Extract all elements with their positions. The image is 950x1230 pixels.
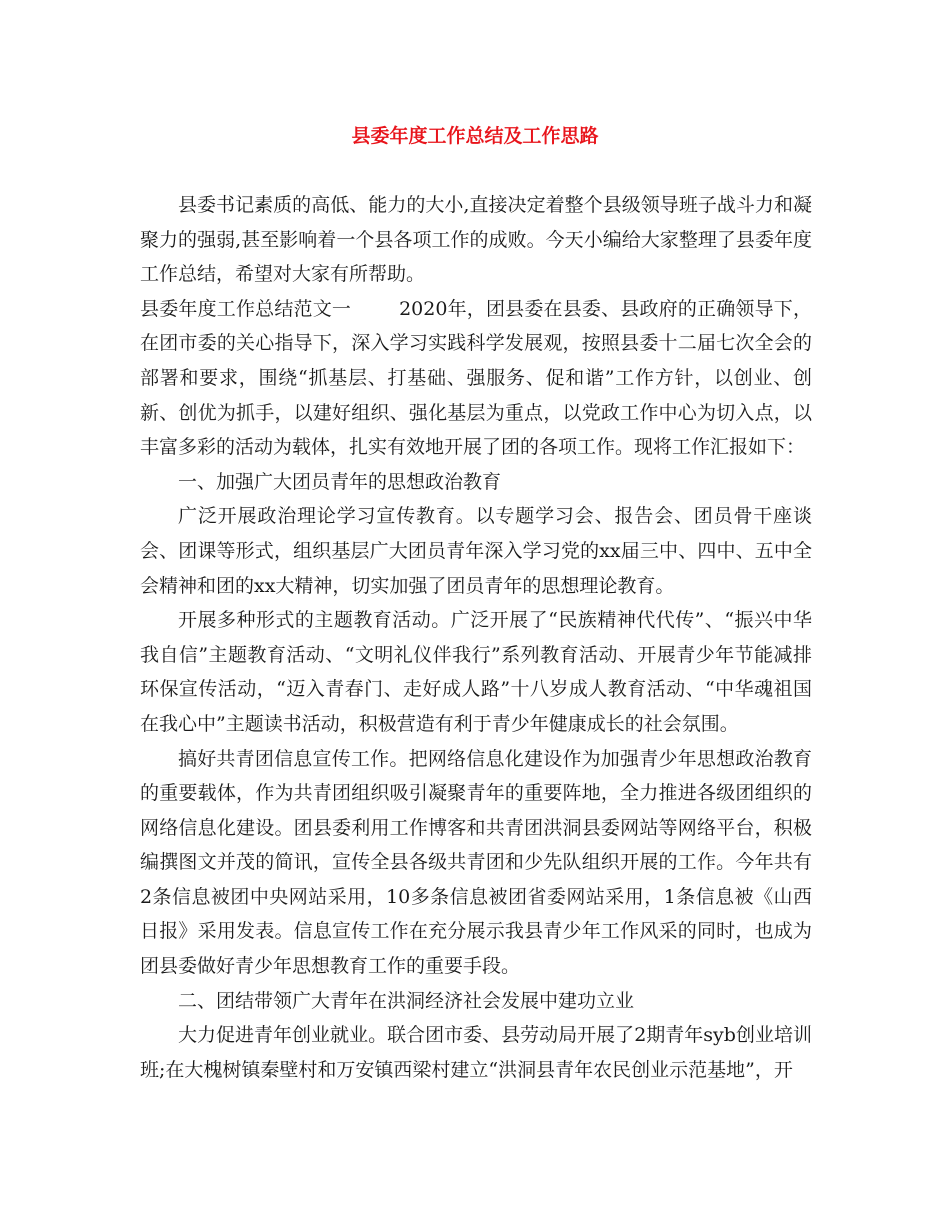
paragraph-theme-activities: 开展多种形式的主题教育活动。广泛开展了“民族精神代代传”、“振兴中华我自信”主题教育活动、“文明礼仪伴我行”系列教育活动、开展青少年节能减排环保宣传活动，“迈入青春门、走好成人路”十八岁成人教育活动、“中华魂祖国在我心中”主题读书活动，积极营造有利于青少年健康成长的社会氛围。 [140, 609, 812, 735]
section-heading-1: 一、加强广大团员青年的思想政治教育 [178, 470, 502, 493]
sample-paragraph-1-text: 2020年，团县委在县委、县政府的正确领导下，在团市委的关心指导下，深入学习实践科学发展观，按照县委十二届七次全会的部署和要求，围绕“抓基层、打基础、强服务、促和谐”工作方针，以创业、创新、创优为抓手，以建好组织、强化基层为重点，以党政工作中心为切入点，以丰富多彩的活动为载体，扎实有效地开展了团的各项工作。现将工作汇报如下： [140, 297, 812, 459]
paragraph-information-publicity: 搞好共青团信息宣传工作。把网络信息化建设作为加强青少年思想政治教育的重要载体，作为共青团组织吸引凝聚青年的重要阵地，全力推进各级团组织的网络信息化建设。团县委利用工作博客和共青团洪洞县委网站等网络平台，积极编撰图文并茂的简讯，宣传全县各级共青团和少先队组织开展的工作。今年共有2条信息被团中央网站采用，10多条信息被团省委网站采用，1条信息被《山西日报》采用发表。信息宣传工作在充分展示我县青少年工作风采的同时，也成为团县委做好青少年思想教育工作的重要手段。 [140, 747, 812, 978]
paragraph-youth-entrepreneurship: 大力促进青年创业就业。联合团市委、县劳动局开展了2期青年syb创业培训班;在大槐树镇秦壁村和万安镇西梁村建立“洪洞县青年农民创业示范基地”，开 [140, 1024, 812, 1081]
paragraph-theory-education: 广泛开展政治理论学习宣传教育。以专题学习会、报告会、团员骨干座谈会、团课等形式，组织基层广大团员青年深入学习党的xx届三中、四中、五中全会精神和团的xx大精神，切实加强了团员青年的思想理论教育。 [140, 505, 812, 597]
document-title: 县委年度工作总结及工作思路 [351, 125, 599, 147]
intro-paragraph: 县委书记素质的高低、能力的大小,直接决定着整个县级领导班子战斗力和凝聚力的强弱,甚至影响着一个县各项工作的成败。今天小编给大家整理了县委年度工作总结，希望对大家有所帮助。 [140, 194, 812, 286]
sample-heading: 县委年度工作总结范文一 [140, 297, 352, 320]
section-heading-2: 二、团结带领广大青年在洪洞经济社会发展中建功立业 [178, 989, 635, 1012]
document-body [140, 188, 812, 1087]
sample-paragraph-1 [140, 292, 812, 465]
